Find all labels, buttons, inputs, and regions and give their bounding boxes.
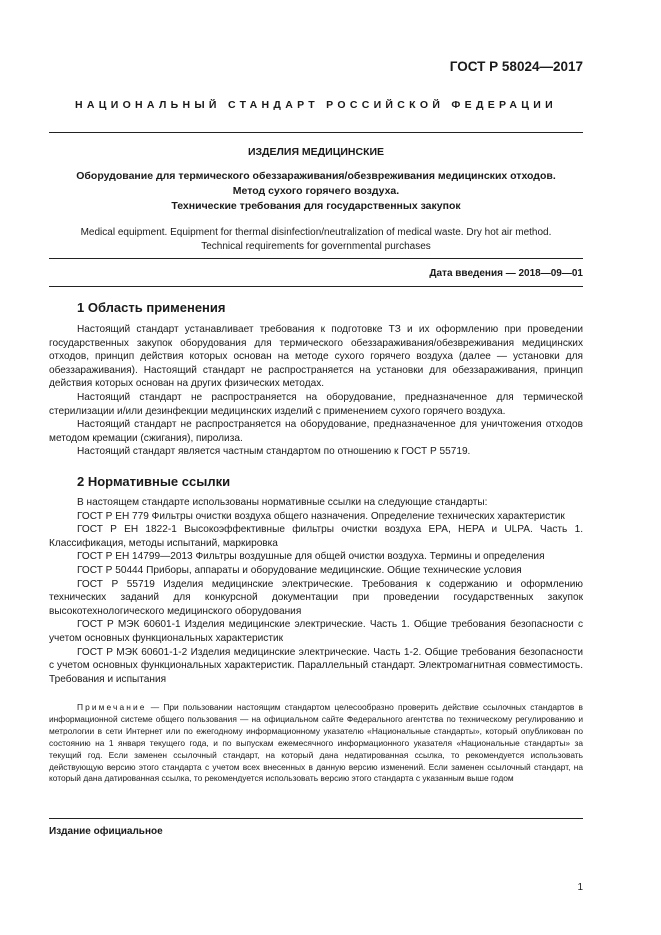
section-1-body <box>49 323 583 459</box>
reference-paragraph: ГОСТ Р МЭК 60601-1 Изделия медицинские электрические. Часть 1. Общие требования безопасности с учетом основных функциональных характеристик <box>49 619 583 644</box>
introduction-date: Дата введения — 2018—09—01 <box>429 268 583 279</box>
section-1-paragraph: Настоящий стандарт устанавливает требования к подготовке ТЗ и их оформлению при проведении государственных закупок оборудования для термического обеззараживания/обезвреживания медицинских отходов, принцип действия которых основан на методе сухого горячего воздуха (далее — установки для обеззараживания). Настоящий стандарт не распространяется на установки для обеззараживания, принцип действия которых основан на других физических методах. <box>49 324 583 390</box>
section-2-heading: 2 Нормативные ссылки <box>77 474 231 489</box>
title-category: ИЗДЕЛИЯ МЕДИЦИНСКИЕ <box>247 146 385 158</box>
title-ru-line-3: Технические требования для государственных закупок <box>171 200 461 212</box>
date-divider <box>49 286 583 287</box>
title-ru-line-2: Метод сухого горячего воздуха. <box>232 185 400 197</box>
top-divider <box>49 132 583 133</box>
reference-paragraph: В настоящем стандарте использованы нормативные ссылки на следующие стандарты: <box>77 497 488 508</box>
title-divider <box>49 258 583 259</box>
edition-label: Издание официальное <box>49 826 163 837</box>
note-label: Примечание <box>77 702 147 712</box>
section-1-paragraph: Настоящий стандарт является частным стандартом по отношению к ГОСТ Р 55719. <box>77 446 471 458</box>
page-number: 1 <box>577 882 583 893</box>
national-standard-banner: НАЦИОНАЛЬНЫЙ СТАНДАРТ РОССИЙСКОЙ ФЕДЕРАЦИИ <box>75 99 557 111</box>
reference-paragraph: ГОСТ Р МЭК 60601-1-2 Изделия медицинские электрические. Часть 1-2. Общие требования безопасности с учетом основных функциональных характеристик. Параллельный стандарт. Электромагнитная совместимость. Требования и испытания <box>49 646 583 685</box>
reference-paragraph: ГОСТ Р 55719 Изделия медицинские электрические. Требования к содержанию и оформлению технических заданий для конкурсной документации при проведении государственных закупок высокотехнологического медицинского оборудования <box>49 578 583 617</box>
reference-paragraph: ГОСТ Р ЕН 14799—2013 Фильтры воздушные для общей очистки воздуха. Термины и определения <box>77 551 545 563</box>
title-en-line-1: Medical equipment. Equipment for thermal disinfection/neutralization of medical waste. Dry hot air method. <box>80 227 552 238</box>
doc-code: ГОСТ Р 58024—2017 <box>449 59 583 74</box>
reference-paragraph: ГОСТ Р 50444 Приборы, аппараты и оборудование медицинские. Общие технические условия <box>77 564 522 576</box>
footer-divider <box>49 818 583 819</box>
note-text: — При пользовании настоящим стандартом целесообразно проверить действие ссылочных стандартов в информационной системе общего пользования — на официальном сайте Федерального агентства по техническому регулированию и метрологии в сети Интернет или по ежегодному информационному указателю «Национальные стандарты», который опубликован по состоянию на 1 января текущего года, и по выпускам ежемесячного информационного указателя «Национальные стандарты» за текущий год. Если заменен ссылочный стандарт, на который дана недатированная ссылка, то рекомендуется использовать действующую версию этого стандарта с учетом всех внесенных в данную версию изменений. Если заменен ссылочный стандарт, на который дана датированная ссылка, то рекомендуется использовать версию этого стандарта с указанным выше годом <box>49 702 583 784</box>
note-paragraph <box>49 702 583 785</box>
reference-paragraph: ГОСТ Р ЕН 779 Фильтры очистки воздуха общего назначения. Определение технических характеристик <box>77 510 565 522</box>
section-1-heading: 1 Область применения <box>77 300 226 315</box>
section-1-paragraph: Настоящий стандарт не распространяется на оборудование, предназначенное для термической стерилизации и/или дезинфекции медицинских изделий с применением сухого горячего воздуха. <box>49 391 583 417</box>
title-ru-line-1: Оборудование для термического обеззараживания/обезвреживания медицинских отходов. <box>76 170 556 182</box>
title-en-line-2: Technical requirements for governmental purchases <box>201 241 431 252</box>
section-1-paragraph: Настоящий стандарт не распространяется на оборудование, предназначенное для уничтожения отходов методом кремации (сжигания), пиролиза. <box>49 419 583 444</box>
section-2-body <box>49 496 583 686</box>
note-block <box>49 702 583 785</box>
reference-paragraph: ГОСТ Р ЕН 1822-1 Высокоэффективные фильтры очистки воздуха EPA, HEPA и ULPA. Часть 1. Классификация, методы испытаний, маркировка <box>49 524 583 549</box>
